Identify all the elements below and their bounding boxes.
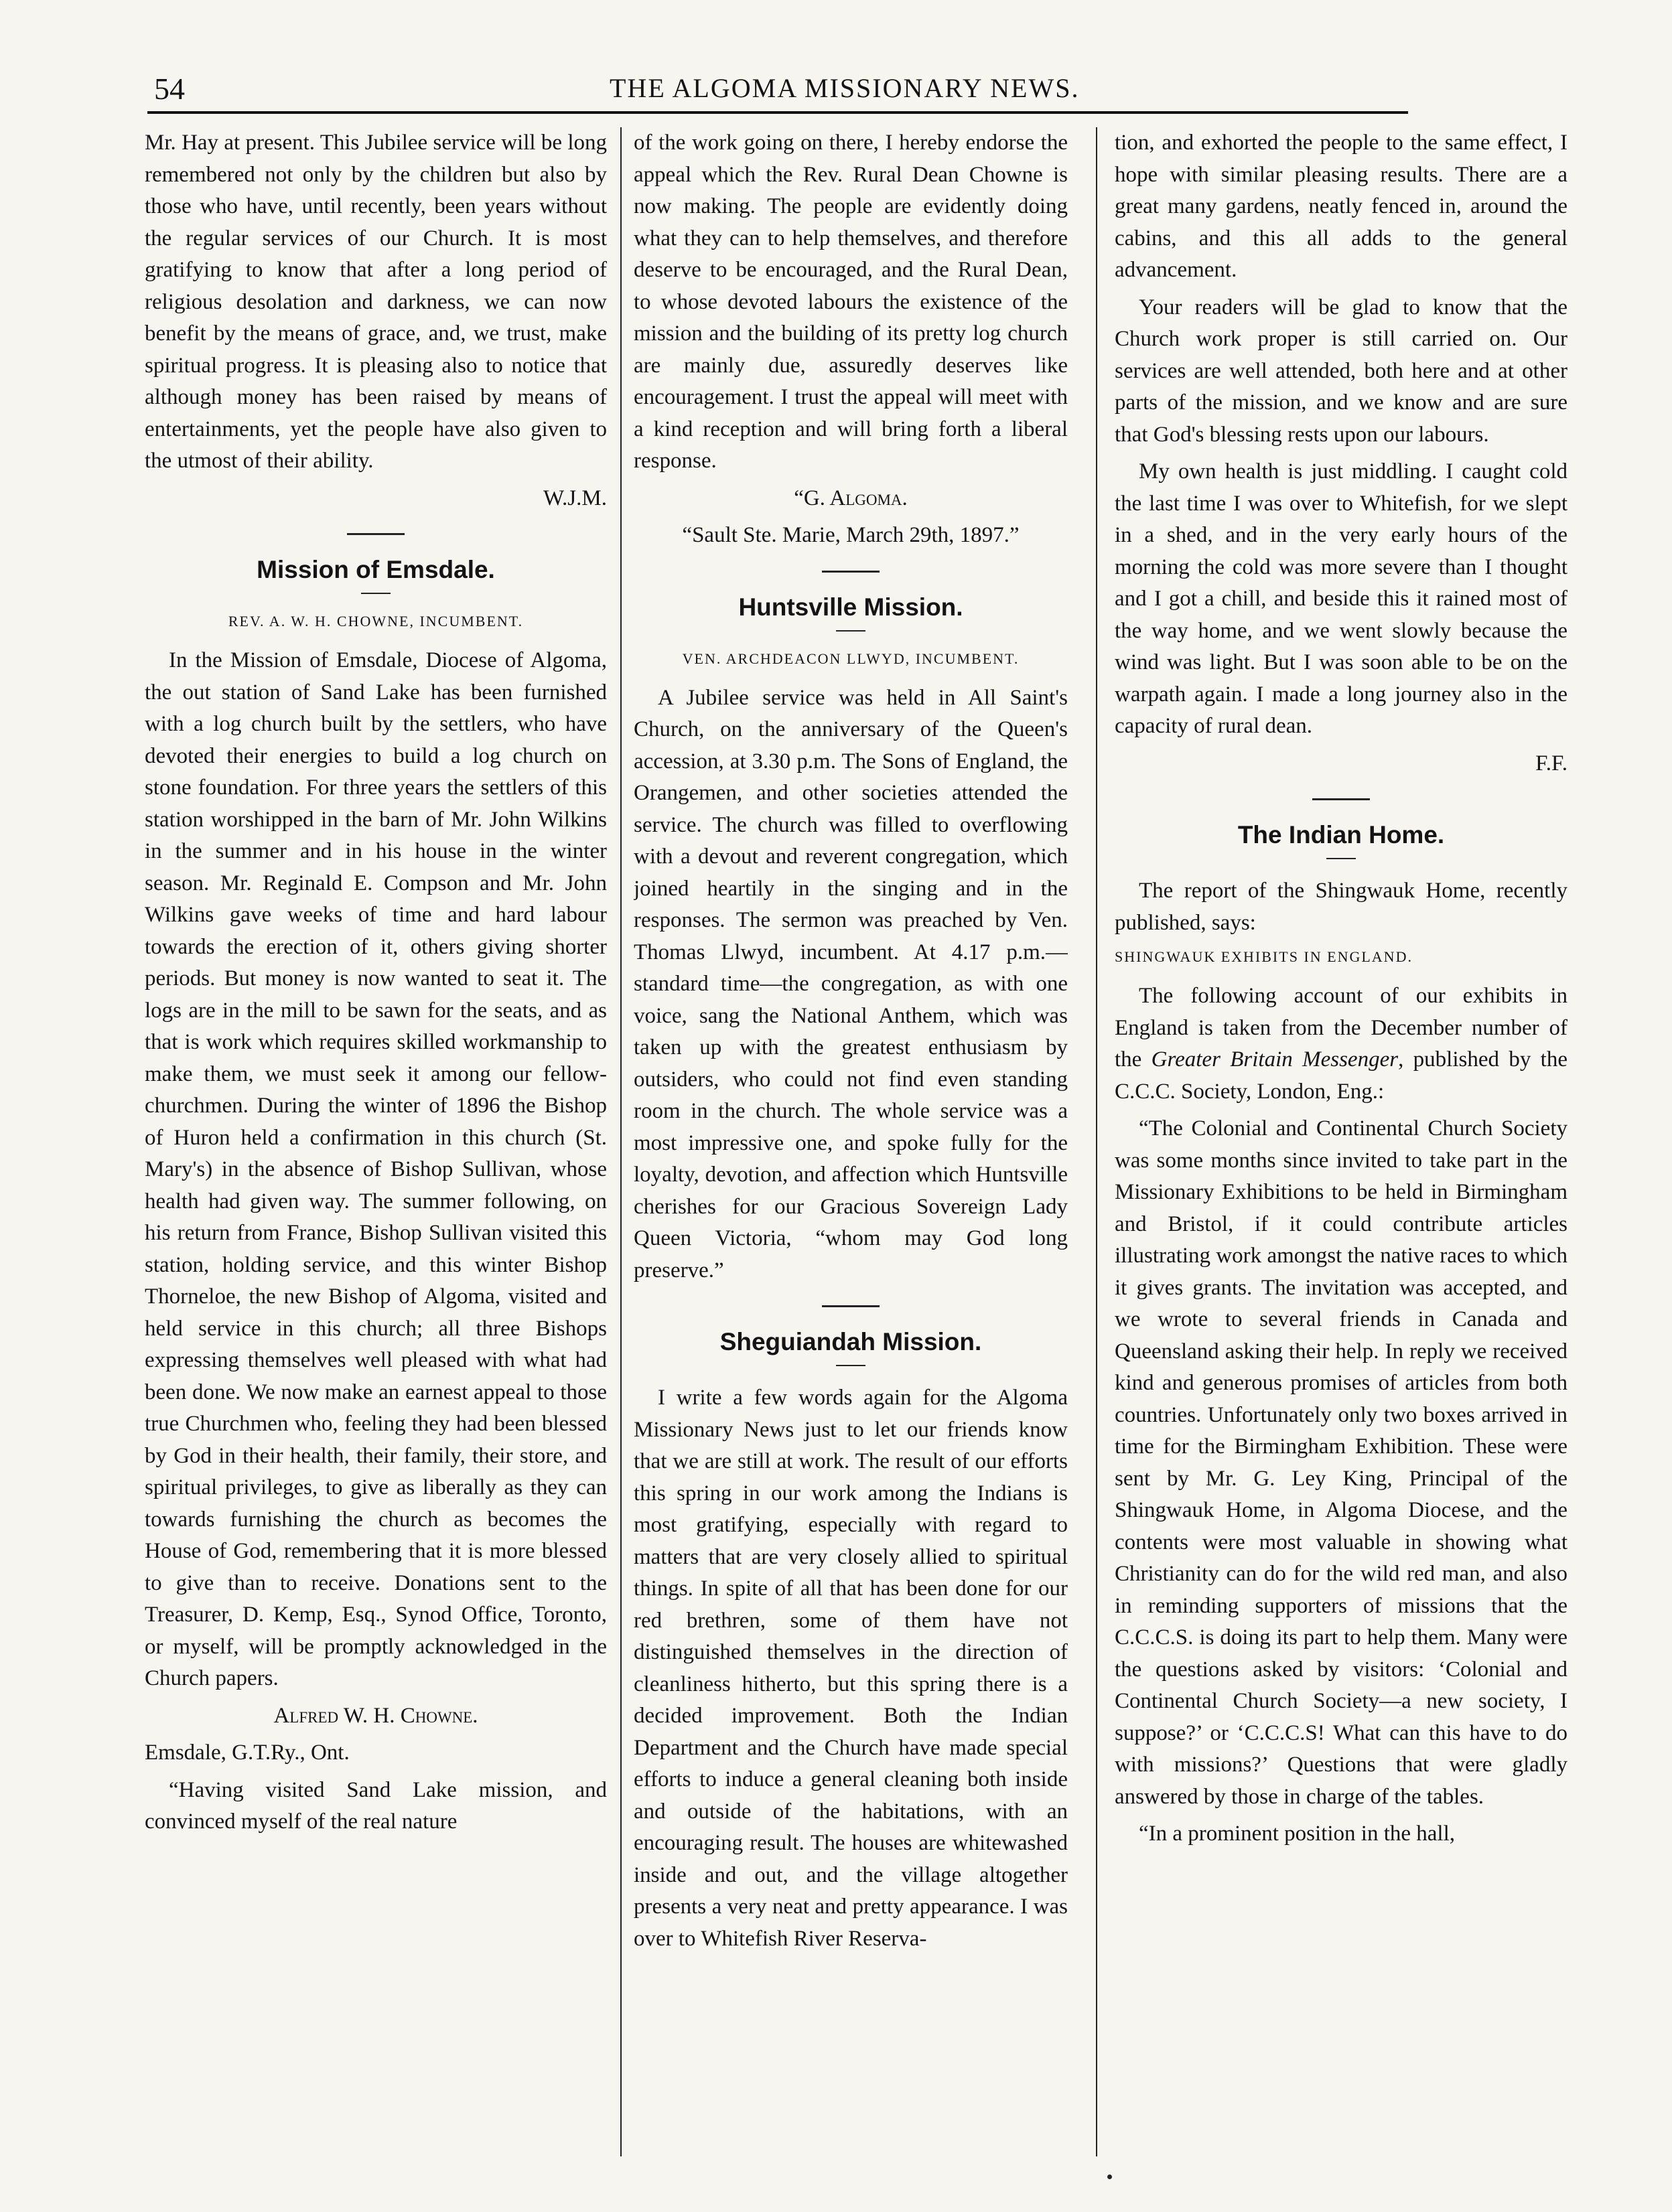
signature: Alfred W. H. Chowne. [273,1703,478,1728]
ink-speck [1107,2174,1112,2179]
paragraph: My own health is just middling. I caught cold the last time I was over to Whitefish, for we slept in a shed, and in the very early hours of the morning the cold was more severe than I thought and I got a chill, and beside this it rained most of the way home, and we went slowly because the wind was light. But I was soon able to be on the warpath again. I made a long journey also in the capacity of rural dean. [1115,459,1568,738]
section-separator [1312,798,1370,800]
subheading: SHINGWAUK EXHIBITS IN ENGLAND. [1115,948,1413,965]
page-number: 54 [154,72,185,106]
text-run: , published by the C.C.C. Society, London, Eng.: [1115,1047,1568,1104]
signature-place: Emsdale, G.T.Ry., Ont. [145,1741,350,1765]
paragraph: of the work going on there, I hereby endorse the appeal which the Rev. Rural Dean Chowne is now making. The people are evidently doing what they can to help themselves, and therefore deserve to be encouraged, and the Rural Dean, to whose devoted labours the existence of the mission and the building of its pretty log church are mainly due, assuredly deserves like encouragement. I trust the appeal will meet with a kind reception and will bring forth a liberal response. [634,131,1068,473]
title-rule [361,593,391,594]
dateline: “Sault Ste. Marie, March 29th, 1897.” [682,523,1020,547]
title-rule [1326,858,1356,859]
paragraph: Your readers will be glad to know that the Church work proper is still carried on. Our services are well attended, both here and at other parts of the mission, and we know and are sure that God's blessing rests upon our labours. [1115,295,1568,447]
column-middle [634,127,1068,2170]
header-rule [147,111,1408,114]
title-rule [836,630,865,632]
paragraph: “The Colonial and Continental Church Society was some months since invited to take part in the Missionary Exhibitions to be held in Birmingham and Bristol, if it could contribute articles illustrating work amongst the native races to which it gives grants. The invitation was accepted, and we wrote to several friends in Canada and Queensland asking their help. In reply we received kind and generous promises of articles from both countries. Unfortunately only two boxes arrived in time for the Birmingham Exhibition. These were sent by Mr. G. Ley King, Principal of the Shingwauk Home, in Algoma Diocese, and the contents were most valuable in showing what Christianity can do for the wild red man, and also in reminding supporters of missions that the C.C.C.S. is doing its part to help them. Many were the questions asked by visitors: ‘Colonial and Continental Church Society—a new society, I suppose?’ or ‘C.C.C.S! What can this have to do with missions?’ Questions that were gladly answered by those in charge of the tables. [1115,1116,1568,1809]
byline: REV. A. W. H. CHOWNE, INCUMBENT. [228,613,524,630]
paragraph: I write a few words again for the Algoma Missionary News just to let our friends know that we are still at work. The result of our efforts this spring in our work among the Indians is most gratifying, especially with regard to matters that are very closely allied to spiritual things. In spite of all that has been done for our red brethren, some of them have not distinguished themselves in the direction of cleanliness hitherto, but this spring there is a decided improvement. Both the Indian Department and the Church have made special efforts to induce a general cleaning both inside and outside of the habitations, with an encouraging result. The houses are whitewashed inside and out, and the village altogether presents a very neat and pretty appearance. I was over to Whitefish River Reserva- [634,1386,1068,1951]
column-left [145,127,607,2170]
section-separator [822,571,880,573]
section-title-emsdale: Mission of Emsdale. [257,556,495,583]
text-run: The following account of our exhibits in England is taken from the December number of the [1115,984,1568,1072]
paragraph: In the Mission of Emsdale, Diocese of Algoma, the out station of Sand Lake has been furnished with a log church built by the settlers, who have devoted their energies to build a log church on stone foundation. For three years the settlers of this station worshipped in the barn of Mr. John Wilkins in the summer and in his house in the winter season. Mr. Reginald E. Compson and Mr. John Wilkins gave weeks of time and hard labour towards the erection of it, others giving shorter periods. But money is now wanted to seat it. The logs are in the mill to be sawn for the seats, and as that is work which requires skilled workmanship to make them, we must seek it among our fellow-churchmen. During the winter of 1896 the Bishop of Huron held a confirmation in this church (St. Mary's) in the absence of Bishop Sullivan, whose health had given way. The summer following, on his return from France, Bishop Sullivan visited this station, holding service, and this winter Bishop Thorneloe, the new Bishop of Algoma, visited and held service in this church; all three Bishops expressing themselves well pleased with what had been done. We now make an earnest appeal to those true Churchmen who, feeling they had been blessed by God in their health, their family, their store, and spiritual privileges, to give as liberally as they can towards furnishing the church as becomes the House of God, remembering that it is more blessed to give than to receive. Donations sent to the Treasurer, D. Kemp, Esq., Synod Office, Toronto, or myself, will be promptly acknowledged in the Church papers. [145,648,607,1690]
byline: VEN. ARCHDEACON LLWYD, INCUMBENT. [682,650,1020,667]
paragraph: tion, and exhorted the people to the same effect, I hope with similar pleasing results. There are a great many gardens, neatly fenced in, around the cabins, and this all adds to the general advancement. [1115,131,1568,282]
section-title-indian-home: The Indian Home. [1237,821,1445,849]
column-divider [620,127,622,2156]
paragraph: Mr. Hay at present. This Jubilee service will be long remembered not only by the children but also by those who have, until recently, been years without the regular services of our Church. It is most gratifying to know that after a long period of religious desolation and darkness, we can now benefit by the means of grace, and, we trust, make spiritual progress. It is pleasing also to notice that although money has been raised by means of entertainments, yet the people have also given to the utmost of their ability. [145,131,607,473]
column-right [1115,127,1568,2170]
running-head: THE ALGOMA MISSIONARY NEWS. [610,73,1080,103]
signature: W.J.M. [543,486,607,510]
paragraph: The report of the Shingwauk Home, recently published, says: [1115,879,1568,935]
paragraph: A Jubilee service was held in All Saint's Church, on the anniversary of the Queen's accession, at 3.30 p.m. The Sons of England, the Orangemen, and other societies attended the service. The church was filled to overflowing with a devout and reverent congregation, which joined heartily in the singing and in the responses. The sermon was preached by Ven. Thomas Llwyd, incumbent. At 4.17 p.m.—standard time—the congregation, as with one voice, sang the National Anthem, which was taken up with the greatest enthusiasm by outsiders, who could not find even standing room in the church. The whole service was a most impressive one, and spoke fully for the loyalty, devotion, and affection which Huntsville cherishes for our Gracious Sovereign Lady Queen Victoria, “whom may God long preserve.” [634,685,1068,1282]
paragraph: “Having visited Sand Lake mission, and convinced myself of the real nature [145,1777,607,1834]
title-rule [836,1365,865,1366]
section-separator [347,533,405,535]
paragraph [1115,980,1568,1108]
paragraph: “In a prominent position in the hall, [1139,1822,1455,1846]
page-header [147,66,1407,113]
section-separator [822,1305,880,1307]
signature: “G. Algoma. [794,486,908,510]
section-title-sheguiandah: Sheguiandah Mission. [719,1328,982,1355]
section-title-huntsville: Huntsville Mission. [738,593,963,621]
publication-title: Greater Britain Messenger [1151,1047,1399,1072]
signature: F.F. [1535,751,1568,776]
column-divider [1096,127,1097,2156]
